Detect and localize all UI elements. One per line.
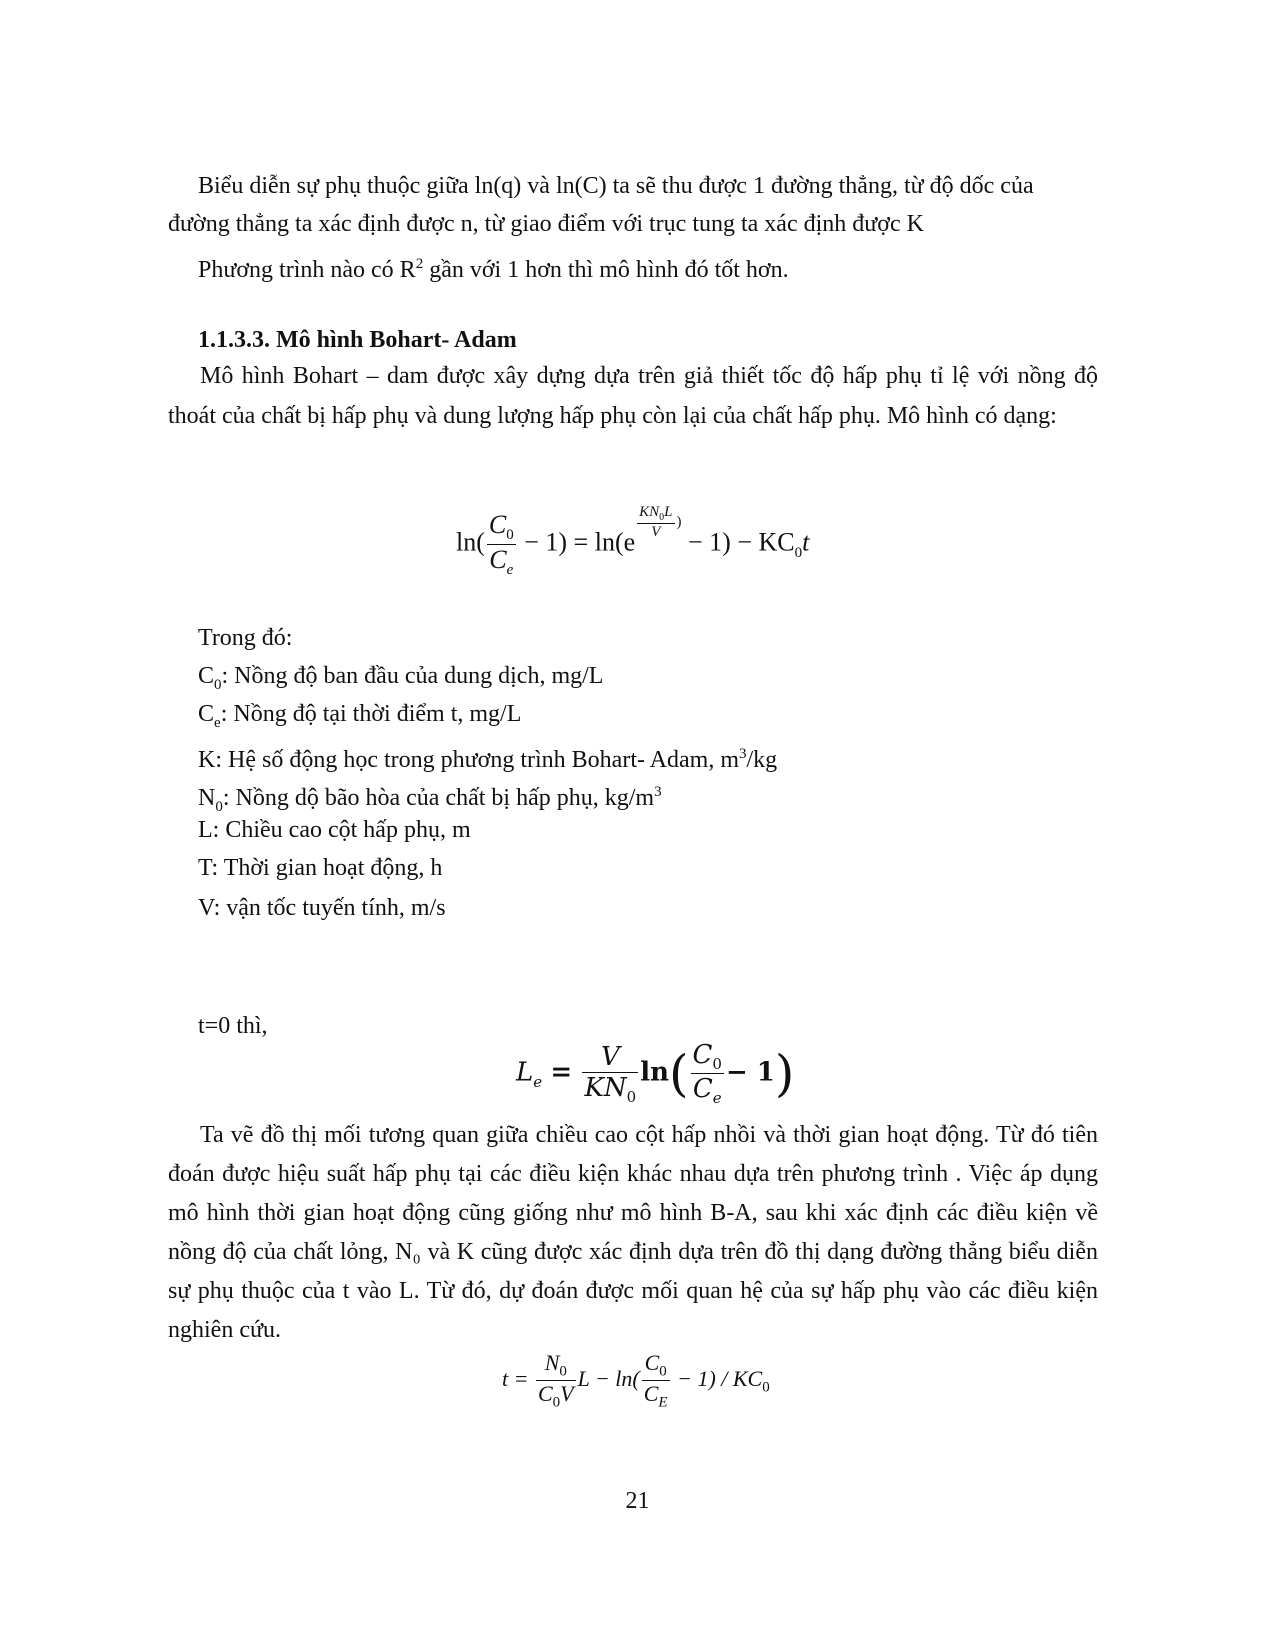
- intro-line-2: đường thẳng ta xác định được n, từ giao điểm với trục tung ta xác định được K: [168, 211, 924, 237]
- equation-bohart-adam: ln( $\frac{C_0}{C_e}$ − 1) = ln(e $\frac{KN_0L}{V}$ ) − $1) - KC_0t$: [456, 504, 810, 579]
- eq2-fraction-v-kn0: $\frac{V}{KN_0}$: [584, 1041, 637, 1106]
- intro-line-1: Biểu diễn sự phụ thuộc giữa ln(q) và ln(C) ta sẽ thu được 1 đường thẳng, từ độ dốc của: [198, 173, 1034, 199]
- t-zero-label: t=0 thì,: [198, 1013, 268, 1039]
- eq3-fraction-c0-ce: $\frac{C_0}{C_E}$: [643, 1350, 668, 1411]
- body-paragraph-2: Ta vẽ đồ thị mối tương quan giữa chiều cao cột hấp nhồi và thời gian hoạt động. Từ đó tiên đoán được hiệu suất hấp phụ tại các điều kiện khác nhau dựa trên phương trình . Việc áp dụng mô hình thời gian hoạt động cũng giống như mô hình B-A, sau khi xác định các điều kiện về nồng độ của chất lỏng, N₀ và K cũng được xác định dựa trên đồ thị dạng đường thẳng biểu diễn sự phụ thuộc của t vào L. Từ đó, dự đoán được mối quan hệ của sự hấp phụ vào các điều kiện nghiên cứu.: [168, 1122, 1098, 1343]
- section-heading: 1.1.3.3. Mô hình Bohart- Adam: [198, 327, 517, 353]
- intro-line-3: Phương trình nào có $R^2$ gần với 1 hơn thì mô hình đó tốt hơn.: [198, 256, 789, 283]
- equation-le: $L_e$ = $\frac{V}{KN_0}$ ln( $\frac{C_0}{C_e}$ − 1): [516, 1040, 795, 1108]
- definition-v: V: vận tốc tuyến tính, m/s: [198, 895, 446, 921]
- definition-t: T: Thời gian hoạt động, h: [198, 855, 443, 881]
- section-paragraph: Mô hình Bohart – dam được xây dựng dựa trên giả thiết tốc độ hấp phụ tỉ lệ với nồng độ thoát của chất bị hấp phụ và dung lượng hấp phụ còn lại của chất hấp phụ. Mô hình có dạng:: [168, 363, 1098, 429]
- definition-n0: $N_0$: Nồng dộ bão hòa của chất bị hấp phụ, $kg/m^3$: [198, 784, 662, 815]
- definitions-intro: Trong đó:: [198, 625, 293, 651]
- definition-k: K: Hệ số động học trong phương trình Bohart- Adam, $m^3/kg$: [198, 746, 778, 773]
- definition-l: L: Chiều cao cột hấp phụ, m: [198, 817, 471, 843]
- eq1-fraction-c0-ce: $\frac{C_0}{C_e}$: [488, 510, 514, 579]
- eq3-fraction-n0-c0v: $\frac{N_0}{C_0V}$: [537, 1350, 574, 1411]
- definition-ce: $C_e$: Nồng độ tại thời điểm t, mg/L: [198, 701, 522, 731]
- page-number: 21: [625, 1488, 650, 1514]
- equation-t: t = $\frac{N_0}{C_0V}$ L − ln( $\frac{C_0}{C_E}$ − $1) / KC_0$: [502, 1350, 770, 1411]
- eq1-exponent: $\frac{KN_0L}{V}$ ): [639, 504, 682, 540]
- definition-c0: $C_0$: Nồng độ ban đầu của dung dịch, mg/L: [198, 663, 604, 693]
- eq2-fraction-c0-ce: $\frac{C_0}{C_e}$: [692, 1040, 722, 1108]
